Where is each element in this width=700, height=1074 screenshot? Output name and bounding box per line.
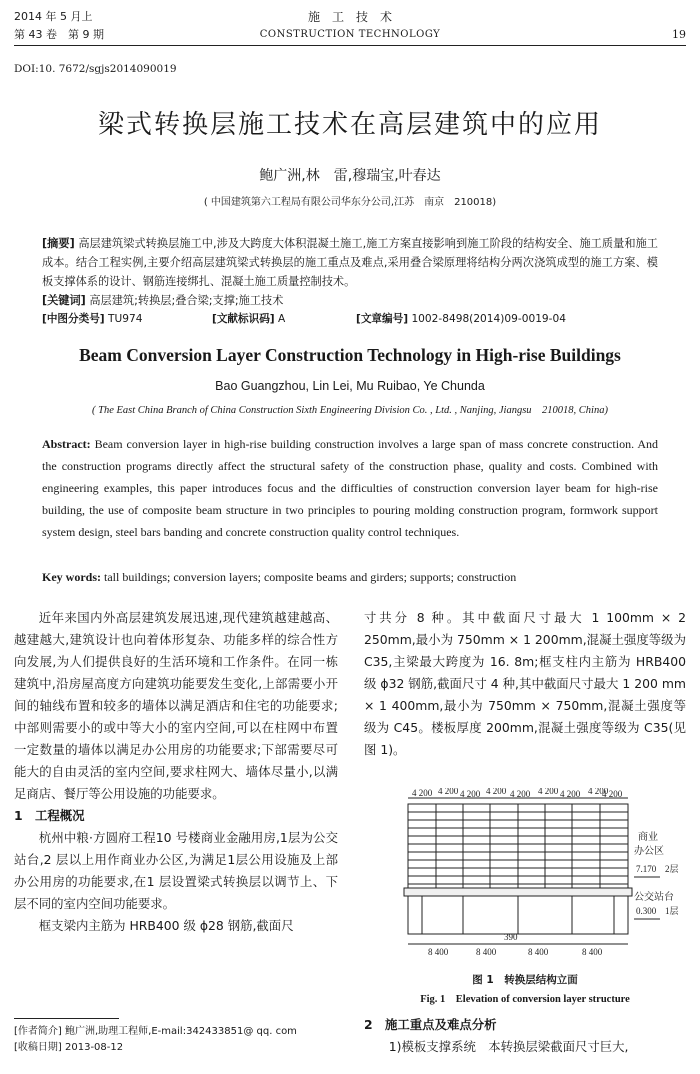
classification <box>42 310 658 329</box>
footnote-date-label: [收稿日期] <box>14 1042 62 1053</box>
header-journal-en: CONSTRUCTION TECHNOLOGY <box>259 29 441 40</box>
abstract-cn <box>42 234 658 291</box>
figure-caption-cn: 图 1 转换层结构立面 <box>472 974 578 986</box>
footnote-rule <box>14 1018 119 1019</box>
header-date: 2014 年 5 月上 <box>14 10 93 23</box>
right-continuation-paragraph: 寸共分 8 种。其中截面尺寸最大 1 100mm × 2 250mm,最小为 750mm × 1 200mm,混凝土强度等级为 C35,主梁最大跨度为 16. 8m;框支柱内主筋为 HRB400 级 ϕ32 钢筋,截面尺寸 4 种,其中截面尺寸最大 1 200 mm × 1 400mm,最小为 750mm × 750mm,混凝土强度等级为 C45。楼板厚度 200mm,混凝土强度等级为 C35(见图 1)。 <box>364 610 686 757</box>
header-rule <box>14 45 686 46</box>
right-column-continuation <box>364 607 686 761</box>
doc-label: [文献标识码] <box>212 313 275 325</box>
top-dim-5: 4 200 <box>510 789 531 799</box>
top-dim-7: 4 200 <box>560 789 581 799</box>
section1-paragraph-2: 框支梁内主筋为 HRB400 级 ϕ28 钢筋,截面尺 <box>38 918 294 933</box>
bottom-dim-1: 8 400 <box>428 947 449 957</box>
clc-value: TU974 <box>108 313 143 325</box>
footnote-date <box>14 1040 123 1055</box>
lower-columns <box>422 896 614 934</box>
level-1-value: 0.300 <box>636 906 657 916</box>
left-column <box>14 607 338 937</box>
top-dim-1: 4 200 <box>412 788 433 798</box>
top-dim-4: 4 200 <box>486 788 507 796</box>
footnote-date-text: 2013-08-12 <box>65 1042 124 1053</box>
bottom-dim-4: 8 400 <box>528 947 549 957</box>
section1-heading: 1 工程概况 <box>14 808 85 823</box>
title-en: Beam Conversion Layer Construction Technology in High-rise Buildings <box>79 345 621 365</box>
keywords-cn-label: [关键词] <box>42 294 86 307</box>
footnote-author <box>14 1024 297 1039</box>
abstract-en <box>42 433 658 543</box>
top-dim-8: 4 200 <box>588 788 609 796</box>
doc-value: A <box>278 313 286 325</box>
abstract-en-text: Beam conversion layer in high-rise building construction involves a large span of mass concrete construction. And the construction programs directly affect the structural safety of the construction phase, quality and costs. Combined with engineering examples, this paper introduces focus and the difficulties of construction conversion layer beam for high-rise building, the use of composite beam structure in two principles to pouring molding construction program, formwork support system design, steel bars banding and concrete construction quality control techniques. <box>42 437 658 539</box>
article-value: 1002-8498(2014)09-0019-04 <box>411 313 566 325</box>
figure-caption-en: Fig. 1 Elevation of conversion layer structure <box>420 994 630 1005</box>
upper-columns <box>436 804 600 888</box>
intro-paragraph: 近年来国内外高层建筑发展迅速,现代建筑越建越高、越建越大,建筑设计也向着体形复杂、功能多样的综合性方向发展,为人们提供良好的生活环境和工作条件。在同一栋建筑中,沿房屋高度方向建筑功能要发生变化,上部需要小开间的轴线布置和较多的墙体以满足酒店和住宅的功能要求;中部则需要小的或中等大小的室内空间,可以在柱网中布置一定数量的墙体以满足办公用房的功能要求;下部需要尽可能大的自由灵活的室内空间,要求柱网大、墙体尽量小,以满足商店、餐厅等公用设施的功能要求。 <box>14 610 338 801</box>
doi: DOI:10. 7672/sgjs2014090019 <box>14 63 177 75</box>
header-volume: 第 43 卷 第 9 期 <box>14 28 104 41</box>
footnote-author-label: [作者简介] <box>14 1026 62 1037</box>
affiliation-cn: ( 中国建筑第六工程局有限公司华东分公司,江苏 南京 210018) <box>203 197 497 208</box>
keywords-cn <box>42 291 658 310</box>
top-dim-3: 4 200 <box>460 789 481 799</box>
keywords-cn-text: 高层建筑;转换层;叠合梁;支撑;施工技术 <box>89 294 284 307</box>
title-cn: 梁式转换层施工技术在高层建筑中的应用 <box>97 110 602 140</box>
keywords-en <box>42 566 658 588</box>
level-2-value: 7.170 <box>636 864 657 874</box>
section2-paragraph-1: 1)模板支撑系统 本转换层梁截面尺寸巨大, <box>388 1039 629 1054</box>
authors-cn: 鲍广洲,林 雷,穆瑞宝,叶春达 <box>259 168 441 184</box>
bottom-dim-2: 8 400 <box>476 947 497 957</box>
abstract-en-label: Abstract: <box>42 437 91 451</box>
keywords-en-text: tall buildings; conversion layers; composite beams and girders; supports; construction <box>104 570 517 584</box>
figure-elevation <box>364 788 686 970</box>
section1-paragraph-1: 杭州中粮·方圆府工程10 号楼商业金融用房,1层为公交站台,2 层以上用作商业办公区,为满足1层公用设施及上部办公用房的功能要求,在1 层设置梁式转换层以调节上、下层不同的室内空间功能要求。 <box>14 830 338 911</box>
abstract-cn-text: 高层建筑梁式转换层施工中,涉及大跨度大体积混凝土施工,施工方案直接影响到施工阶段的结构安全、施工质量和施工成本。结合工程实例,主要介绍高层建筑梁式转换层的施工重点及难点,采用叠合梁原理将结构分两次浇筑成型的施工方案、模板支撑体系的设计、钢筋连接绑扎、混凝土施工质量控制技术。 <box>42 237 658 288</box>
top-dim-6: 4 200 <box>538 788 559 796</box>
label-office-1: 商业 <box>638 832 658 843</box>
label-bus-station: 公交站台 <box>634 892 674 903</box>
bottom-dim-5: 8 400 <box>582 947 603 957</box>
affiliation-en: ( The East China Branch of China Construction Sixth Engineering Division Co. , Ltd. , Nanjing, Jiangsu 210018, China) <box>92 405 608 416</box>
keywords-en-label: Key words: <box>42 570 101 584</box>
clc-label: [中图分类号] <box>42 313 105 325</box>
footnote-author-text: 鲍广洲,助理工程师,E-mail:342433851@ qq. com <box>65 1026 297 1037</box>
top-dim-2: 4 200 <box>438 788 459 796</box>
section2-heading: 2 施工重点及难点分析 <box>364 1017 497 1032</box>
abstract-cn-label: [摘要] <box>42 237 75 250</box>
article-label: [文章编号] <box>356 313 409 325</box>
label-office-2: 办公区 <box>634 846 664 857</box>
level-2-floor: 2层 <box>665 864 679 874</box>
right-column-section2 <box>364 1014 686 1058</box>
header-journal-cn: 施 工 技 术 <box>307 10 392 24</box>
transfer-beam <box>404 888 632 896</box>
authors-en: Bao Guangzhou, Lin Lei, Mu Ruibao, Ye Chunda <box>215 379 485 393</box>
level-1-floor: 1层 <box>665 906 679 916</box>
top-dim-9: 4 200 <box>602 789 623 799</box>
bottom-dim-3: 390 <box>504 932 518 942</box>
page-number: 19 <box>672 28 686 41</box>
